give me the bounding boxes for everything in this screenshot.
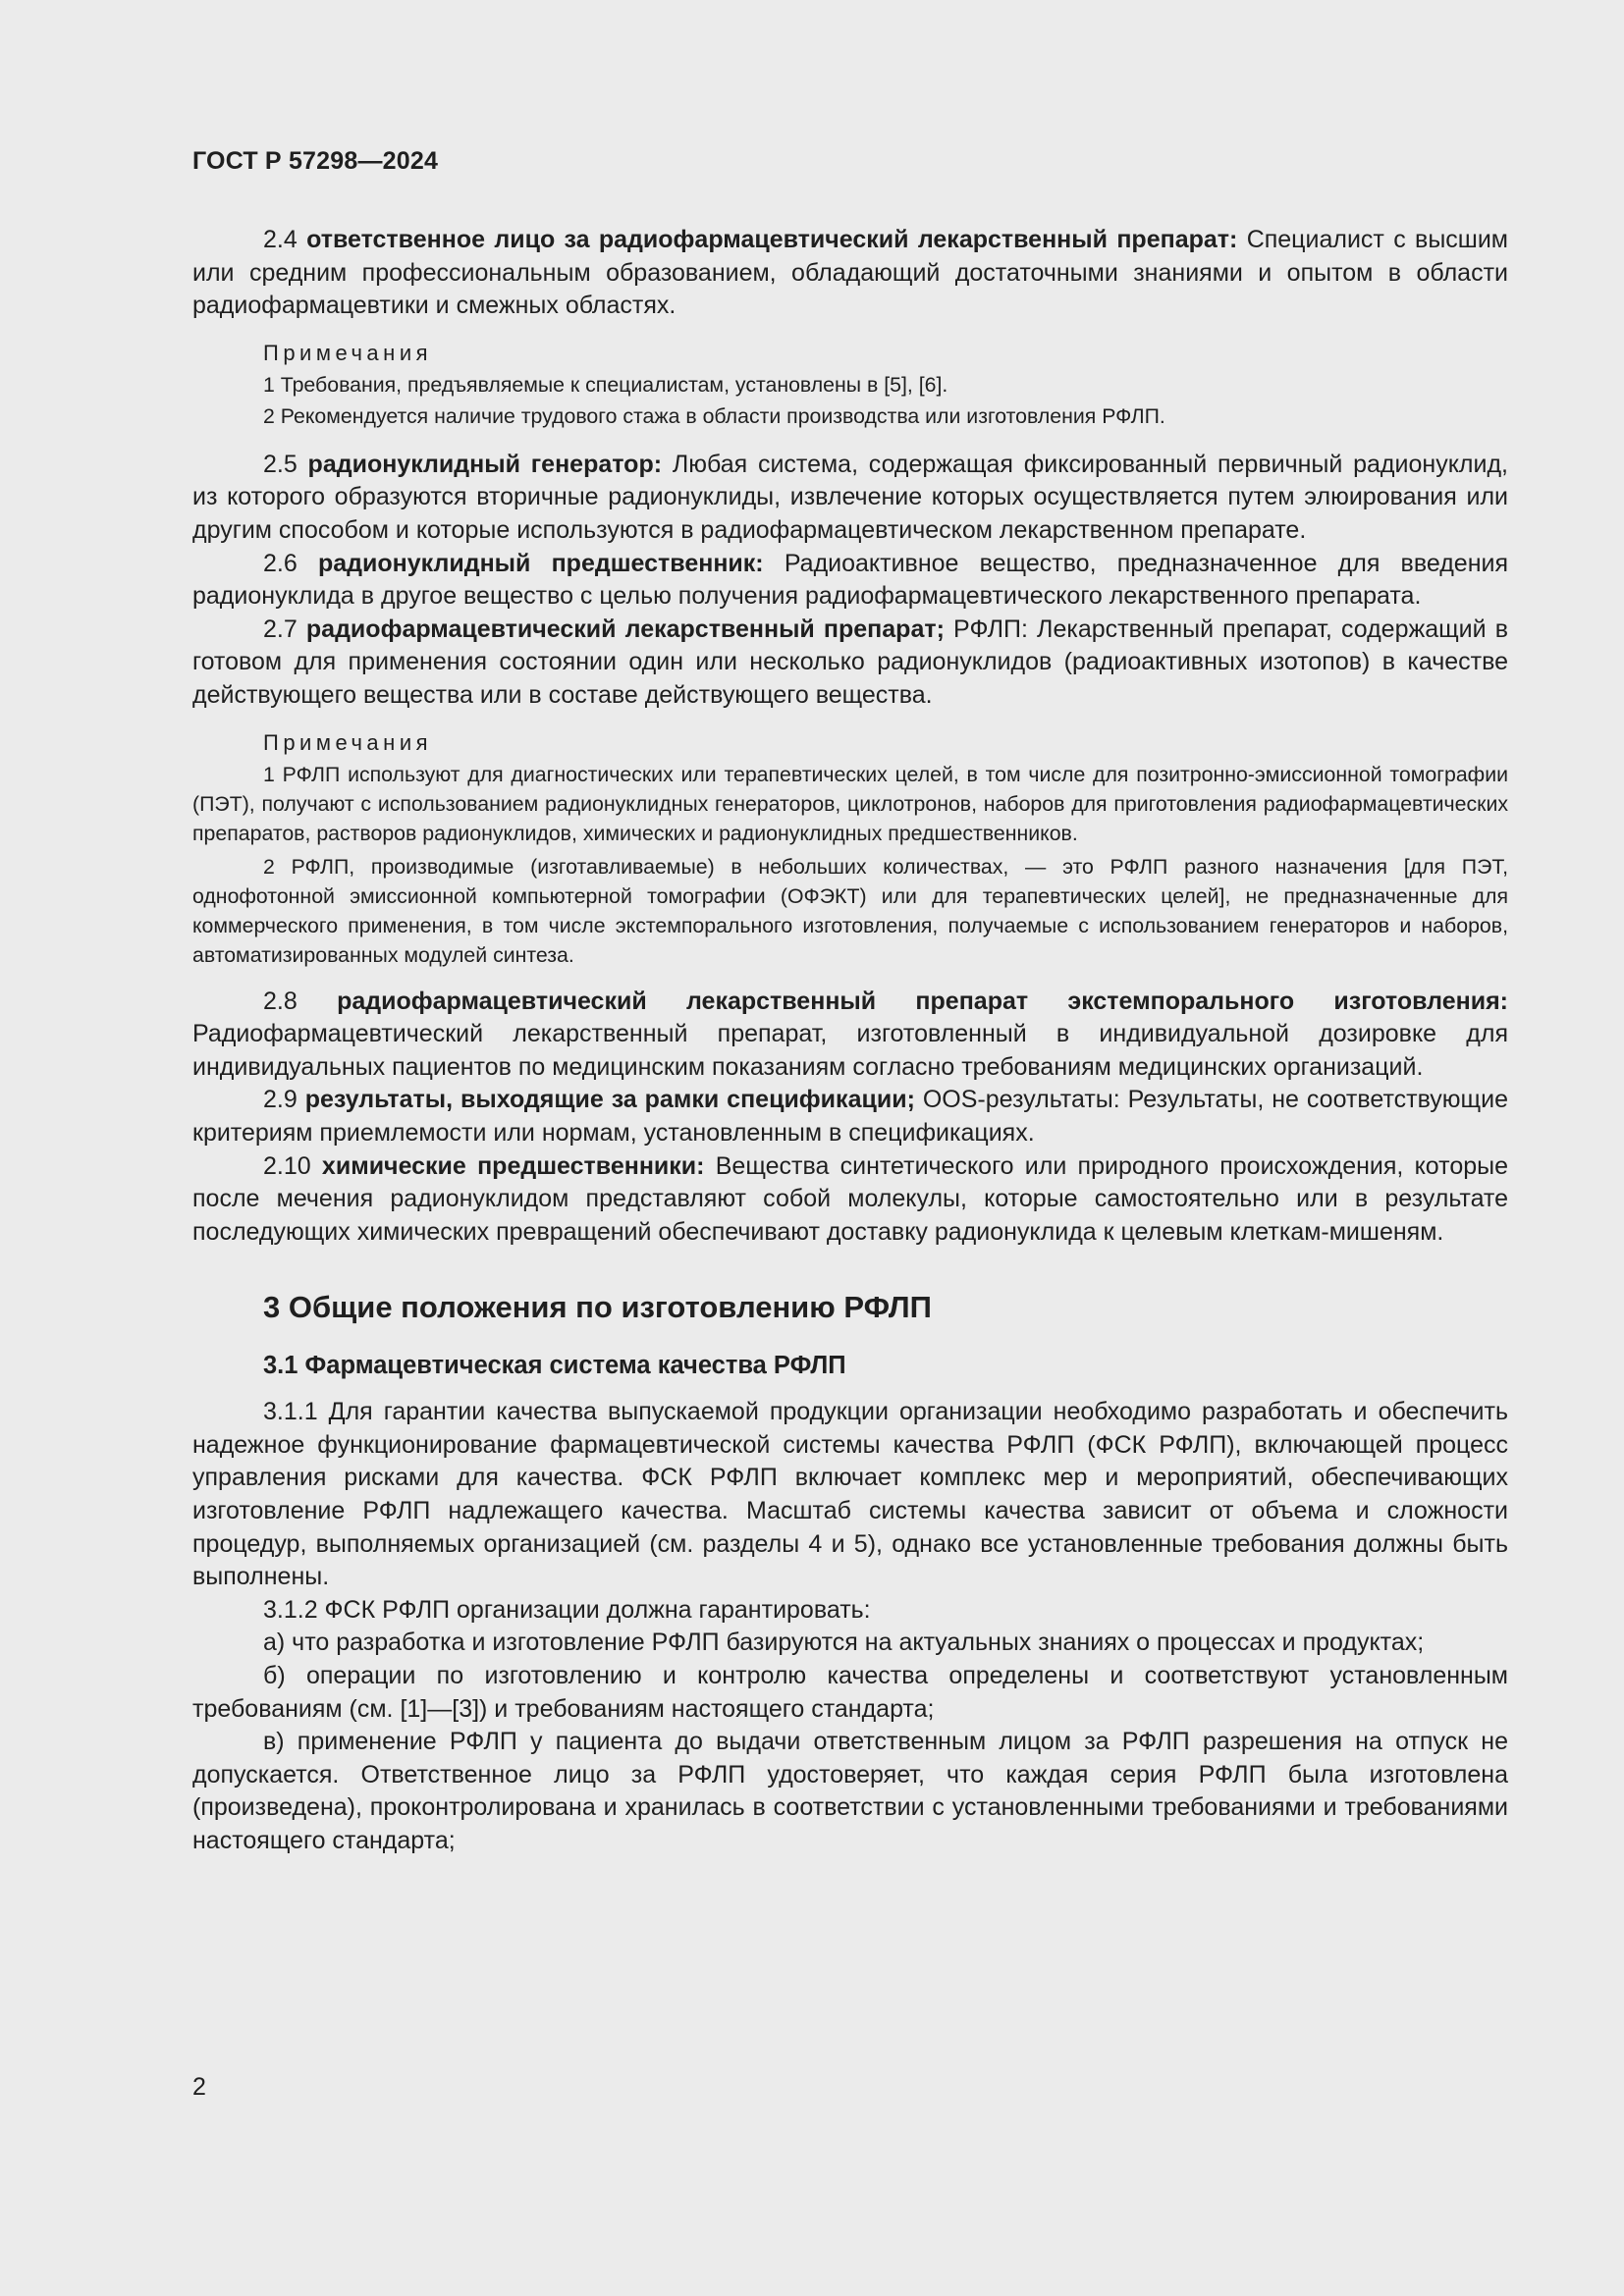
document-header: ГОСТ Р 57298—2024	[192, 147, 439, 175]
paragraph-3-1-1: 3.1.1 Для гарантии качества выпускаемой продукции организации необходимо разработать и обеспечить надежное функционирование фармацевтической системы качества РФЛП (ФСК РФЛП), включающей процесс управления рисками для качества. ФСК РФЛП включает комплекс мер и мероприятий, обеспечивающих изготовление РФЛП надлежащего качества. Масштаб системы качества зависит от объема и сложности процедур, выполняемых организацией (см. разделы 4 и 5), однако все установленные требования должны быть выполнены.	[192, 1398, 1508, 1591]
notes-heading: Примечания	[263, 340, 433, 365]
term-2-10	[192, 1150, 1508, 1250]
section-3-title: 3 Общие положения по изготовлению РФЛП	[263, 1290, 932, 1325]
notes-heading: Примечания	[263, 729, 433, 755]
term-2-8	[192, 986, 1508, 1085]
term-title: радионуклидный генератор:	[307, 450, 663, 478]
note-item: 2 Рекомендуется наличие трудового стажа в области производства или изготовления РФЛП.	[263, 403, 1165, 428]
term-definition: OOS-результаты: Результаты, не соответствующие критериям приемлемости или нормам, установленным в спецификациях.	[192, 1086, 1508, 1147]
note-item: 1 РФЛП используют для диагностических или терапевтических целей, в том числе для позитронно-эмиссионной томографии (ПЭТ), получают с использованием радионуклидных генераторов, циклотронов, наборов для приготовления радиофармацевтических препаратов, растворов радионуклидов, химических и радионуклидных предшественников.	[192, 762, 1508, 845]
term-definition: РФЛП: Лекарственный препарат, содержащий в готовом для применения состоянии один или несколько радионуклидов (радиоактивных изотопов) в качестве действующего вещества или в составе действующего вещества.	[192, 614, 1509, 709]
term-number: 2.4	[263, 226, 298, 253]
term-title: ответственное лицо за радиофармацевтический лекарственный препарат:	[306, 226, 1238, 253]
term-2-7	[192, 614, 1508, 713]
term-number: 2.7	[263, 614, 298, 643]
list-item-v: в) применение РФЛП у пациента до выдачи ответственным лицом за РФЛП разрешения на отпуск не допускается. Ответственное лицо за РФЛП удостоверяет, что каждая серия РФЛП была изготовлена (произведена), проконтролирована и хранилась в соответствии с установленными требованиями и требованиями настоящего стандарта;	[192, 1728, 1508, 1854]
page-number: 2	[192, 2073, 206, 2101]
paragraph-3-1-2: 3.1.2 ФСК РФЛП организации должна гарантировать:	[263, 1595, 871, 1624]
term-definition: Любая система, содержащая фиксированный первичный радионуклид, из которого образуются вторичные радионуклиды, извлечение которых осуществляется путем элюирования или другим способом и которые используются в радиофармацевтическом лекарственном препарате.	[192, 450, 1508, 544]
term-title: радиофармацевтический лекарственный препарат;	[305, 614, 945, 643]
list-item-b: б) операции по изготовлению и контролю качества определены и соответствуют установленным требованиям (см. [1]—[3]) и требованиям настоящего стандарта;	[192, 1662, 1508, 1723]
note-item: 1 Требования, предъявляемые к специалистам, установлены в [5], [6].	[263, 372, 948, 397]
term-definition: Радиофармацевтический лекарственный препарат, изготовленный в индивидуальной дозировке для индивидуальных пациентов по медицинским показаниям согласно требованиям медицинских организаций.	[192, 1020, 1508, 1081]
term-number: 2.5	[263, 450, 298, 478]
term-2-4	[192, 224, 1508, 323]
term-2-9	[192, 1084, 1508, 1149]
term-number: 2.9	[263, 1086, 298, 1114]
note-item: 2 РФЛП, производимые (изготавливаемые) в небольших количествах, — это РФЛП разного назначения [для ПЭТ, однофотонной эмиссионной компьютерной томографии (ОФЭКТ) или для терапевтических целей], не предназначенные для коммерческого применения, в том числе экстемпорального изготовления, получаемые с использованием генераторов и наборов, автоматизированных модулей синтеза.	[192, 854, 1508, 967]
term-2-5	[192, 449, 1508, 548]
document-body	[192, 224, 1508, 1858]
term-title: результаты, выходящие за рамки спецификации;	[304, 1086, 915, 1114]
term-number: 2.10	[263, 1151, 311, 1180]
term-definition: Специалист с высшим или средним профессиональным образованием, обладающий достаточными знаниями и опытом в области радиофармацевтики и смежных областях.	[192, 226, 1508, 320]
term-title: химические предшественники:	[321, 1151, 705, 1180]
subsection-3-1-title: 3.1 Фармацевтическая система качества РФЛП	[263, 1352, 846, 1380]
list-item-a: а) что разработка и изготовление РФЛП базируются на актуальных знаниях о процессах и продуктах;	[263, 1629, 1425, 1657]
term-definition: Вещества синтетического или природного происхождения, которые после мечения радионуклидом представляют собой молекулы, которые самостоятельно или в результате последующих химических превращений обеспечивают доставку радионуклида к целевым клеткам-мишеням.	[192, 1151, 1509, 1246]
term-number: 2.6	[263, 549, 298, 577]
term-definition: Радиоактивное вещество, предназначенное для введения радионуклида в другое вещество с целью получения радиофармацевтического лекарственного препарата.	[192, 549, 1508, 611]
term-title: радионуклидный предшественник:	[317, 549, 764, 577]
term-2-6	[192, 548, 1508, 614]
term-number: 2.8	[263, 987, 298, 1015]
term-title: радиофармацевтический лекарственный препарат экстемпорального изготовления:	[337, 987, 1508, 1015]
